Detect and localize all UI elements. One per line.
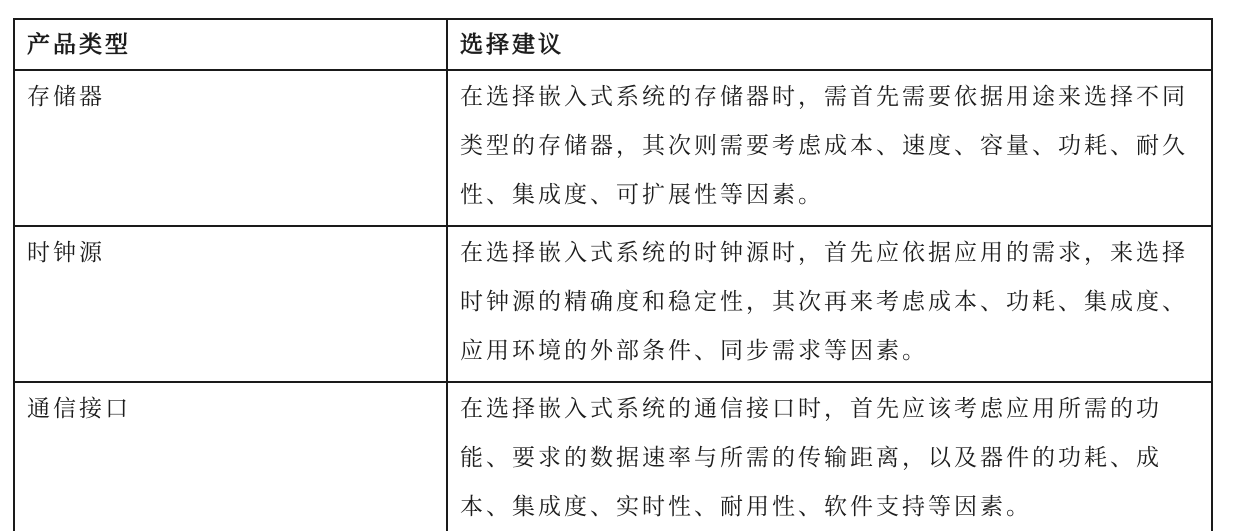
product-type-communication-interface: 通信接口 [14, 382, 447, 531]
advice-memory: 在选择嵌入式系统的存储器时，需首先需要依据用途来选择不同类型的存储器，其次则需要考虑成本、速度、容量、功耗、耐久性、集成度、可扩展性等因素。 [447, 70, 1212, 226]
advice-communication-interface: 在选择嵌入式系统的通信接口时，首先应该考虑应用所需的功能、要求的数据速率与所需的传输距离，以及器件的功耗、成本、集成度、实时性、耐用性、软件支持等因素。 [447, 382, 1212, 531]
product-selection-table [13, 18, 1213, 531]
advice-clock-source: 在选择嵌入式系统的时钟源时，首先应依据应用的需求，来选择时钟源的精确度和稳定性，其次再来考虑成本、功耗、集成度、应用环境的外部条件、同步需求等因素。 [447, 226, 1212, 382]
column-header-selection-advice: 选择建议 [447, 19, 1212, 70]
table-row-memory [14, 70, 1212, 226]
table-row-clock-source [14, 226, 1212, 382]
product-type-memory: 存储器 [14, 70, 447, 226]
column-header-product-type: 产品类型 [14, 19, 447, 70]
table-header-row [14, 19, 1212, 70]
table-row-communication-interface [14, 382, 1212, 531]
product-type-clock-source: 时钟源 [14, 226, 447, 382]
